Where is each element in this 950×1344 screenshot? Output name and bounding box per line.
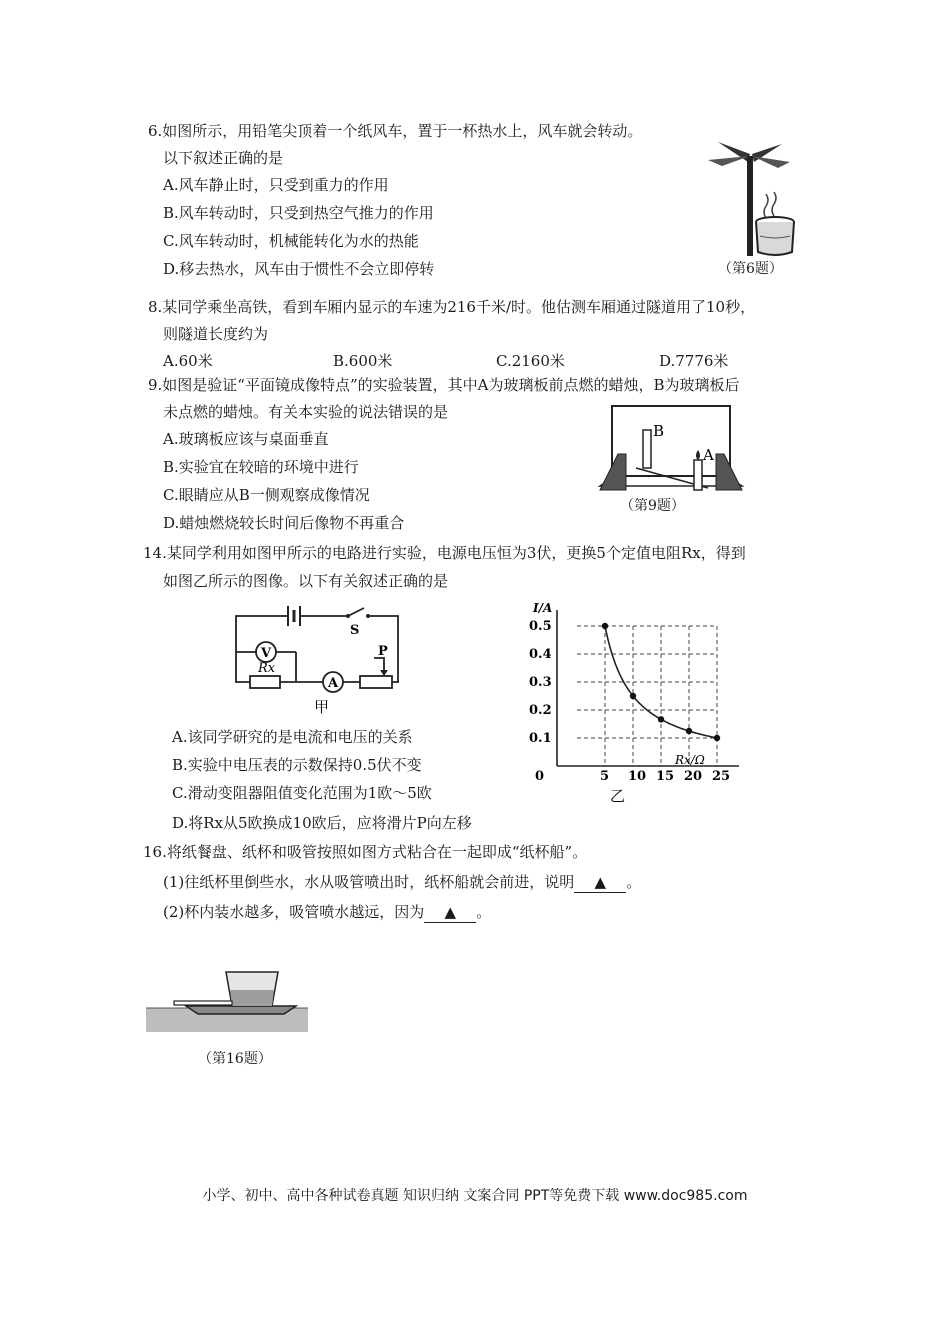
y-tick-label-1: 0.2: [529, 703, 552, 718]
paper-cup-boat-figure: [146, 968, 308, 1032]
q6-option-c: C.风车转动时，机械能转化为水的热能: [163, 232, 419, 250]
q14-option-b: B.实验中电压表的示数保持0.5伏不变: [172, 756, 422, 774]
x-tick-label-3: 20: [684, 769, 703, 784]
q8-stem-line2: 则隧道长度约为: [163, 325, 269, 343]
q6-option-d: D.移去热水，风车由于惯性不会立即停转: [163, 260, 435, 278]
q6-stem-line1: 6.如图所示，用铅笔尖顶着一个纸风车，置于一杯热水上，风车就会转动。: [148, 122, 643, 140]
q8-option-d: D.7776米: [659, 352, 729, 370]
q9-option-c: C.眼睛应从B一侧观察成像情况: [163, 486, 370, 504]
q6-stem-line2: 以下叙述正确的是: [163, 149, 284, 167]
pinwheel-figure: [700, 140, 800, 260]
q16-caption: （第16题）: [198, 1051, 272, 1067]
q16-part2-end: 。: [476, 903, 492, 921]
switch-label: S: [350, 623, 360, 638]
q16-part1-end: 。: [626, 873, 642, 891]
q8-option-a: A.60米: [163, 352, 213, 370]
graph-axes: [557, 610, 739, 766]
x-tick-label-0: 5: [600, 769, 610, 784]
q14-stem-line2: 如图乙所示的图像。以下有关叙述正确的是: [163, 572, 449, 590]
q9-caption: （第9题）: [620, 498, 685, 514]
candle-b-label: B: [653, 422, 665, 440]
q16-part2-text: (2)杯内装水越多，吸管喷水越远，因为: [163, 903, 425, 921]
q14-option-c: C.滑动变阻器阻值变化范围为1欧～5欧: [172, 784, 432, 802]
q9-option-a: A.玻璃板应该与桌面垂直: [163, 430, 329, 448]
current-resistance-graph: [525, 596, 731, 806]
circuit-caption: 甲: [314, 698, 330, 716]
graph-x-axis-label: Rx/Ω: [675, 753, 705, 767]
q16-part2-blank: ▲: [424, 902, 476, 923]
q14-option-a: A.该同学研究的是电流和电压的关系: [172, 728, 413, 746]
x-tick-label-4: 25: [712, 769, 731, 784]
graph-y-axis-label: I/A: [533, 601, 553, 615]
q16-part1-blank: ▲: [574, 872, 626, 893]
q14-option-d: D.将Rx从5欧换成10欧后，应将滑片P向左移: [172, 814, 472, 832]
y-tick-label-0: 0.1: [529, 731, 552, 746]
q8-option-b: B.600米: [333, 352, 393, 370]
resistor-label: Rx: [258, 661, 276, 676]
graph-origin-label: 0: [535, 769, 545, 784]
page-footer: 小学、初中、高中各种试卷真题 知识归纳 文案合同 PPT等免费下载 www.doc985.com: [202, 1188, 748, 1204]
candle-a-label: A: [703, 446, 714, 464]
q9-option-d: D.蜡烛燃烧较长时间后像物不再重合: [163, 514, 405, 532]
q6-option-b: B.风车转动时，只受到热空气推力的作用: [163, 204, 434, 222]
y-tick-label-3: 0.4: [529, 647, 552, 662]
q16-stem: 16.将纸餐盘、纸杯和吸管按照如图方式粘合在一起即成“纸杯船”。: [143, 843, 588, 861]
voltmeter-label: V: [261, 646, 272, 661]
slider-label: P: [378, 644, 388, 659]
data-point-2: [658, 716, 664, 722]
q16-part1: [163, 872, 641, 893]
q14-stem-line1: 14.某同学利用如图甲所示的电路进行实验，电源电压恒为3伏，更换5个定值电阻Rx，得到: [143, 544, 746, 562]
q8-option-c: C.2160米: [496, 352, 565, 370]
x-tick-label-1: 10: [628, 769, 647, 784]
q16-part1-text: (1)往纸杯里倒些水，水从吸管喷出时，纸杯船就会前进，说明: [163, 873, 575, 891]
q9-option-b: B.实验宜在较暗的环境中进行: [163, 458, 359, 476]
data-point-1: [630, 693, 636, 699]
y-tick-label-4: 0.5: [529, 619, 552, 634]
q6-option-a: A.风车静止时，只受到重力的作用: [163, 176, 389, 194]
graph-grid: [577, 626, 717, 766]
data-point-4: [714, 735, 720, 741]
q9-stem-line2: 未点燃的蜡烛。有关本实验的说法错误的是: [163, 403, 449, 421]
q16-part2: [163, 902, 491, 923]
ammeter-label: A: [328, 676, 339, 691]
q9-stem-line1: 9.如图是验证“平面镜成像特点”的实验装置，其中A为玻璃板前点燃的蜡烛，B为玻璃板后: [148, 376, 740, 394]
q6-caption: （第6题）: [718, 261, 783, 277]
data-point-3: [686, 728, 692, 734]
mirror-experiment-figure: [596, 400, 746, 500]
circuit-diagram: [228, 600, 408, 720]
x-tick-label-2: 15: [656, 769, 675, 784]
graph-caption: 乙: [610, 787, 626, 805]
y-tick-label-2: 0.3: [529, 675, 552, 690]
q8-stem-line1: 8.某同学乘坐高铁，看到车厢内显示的车速为216千米/时。他估测车厢通过隧道用了10秒，: [148, 298, 756, 316]
data-point-0: [602, 623, 608, 629]
